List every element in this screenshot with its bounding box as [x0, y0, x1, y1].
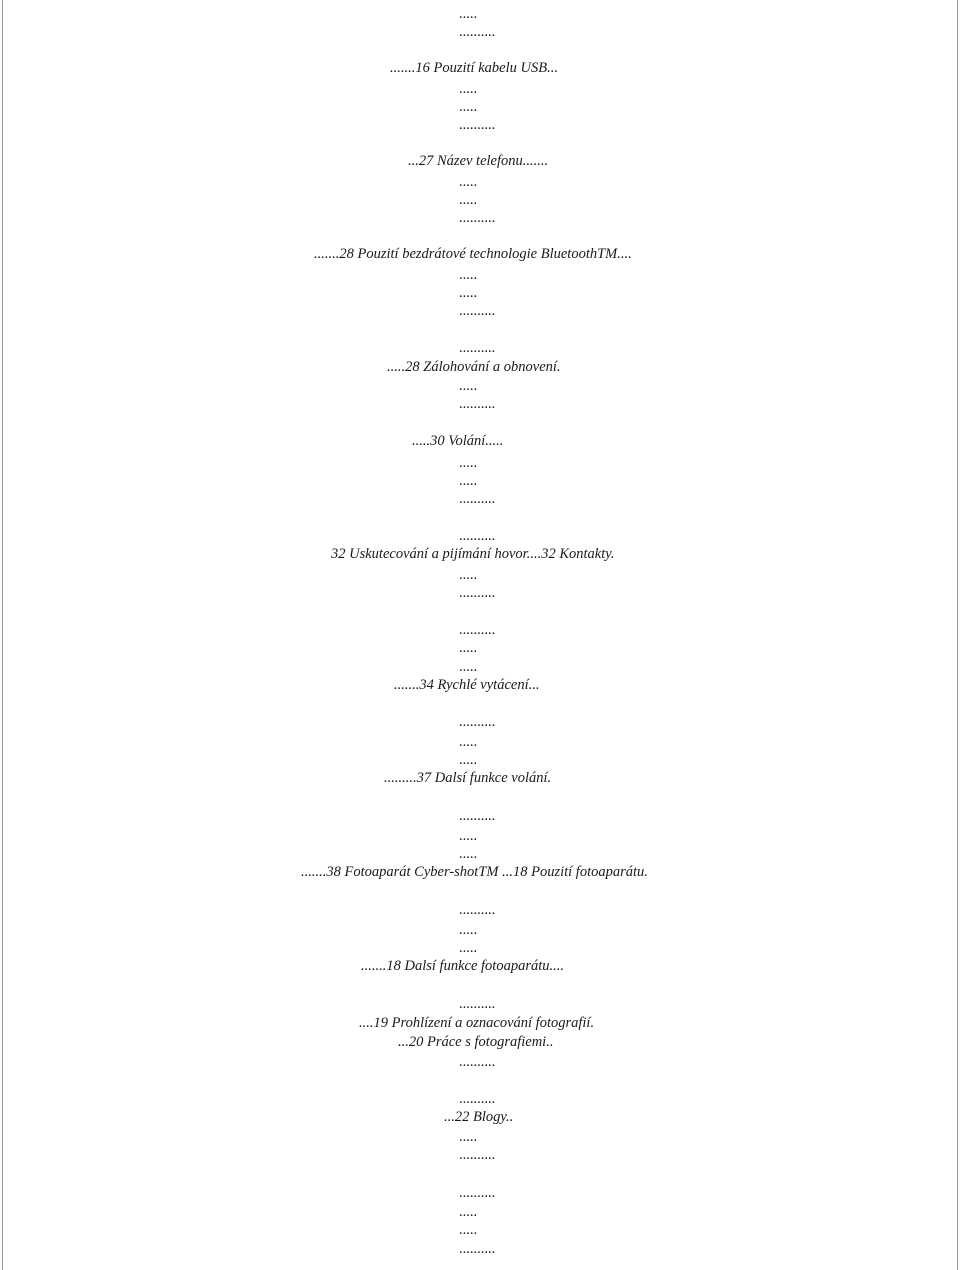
toc-leader: ..... [459, 1129, 478, 1145]
toc-leader: ..... [459, 940, 478, 956]
toc-leader: .......... [459, 1241, 496, 1257]
toc-leader: ..... [459, 1204, 478, 1220]
toc-leader: ..... [459, 640, 478, 656]
toc-leader: .......... [459, 210, 496, 226]
toc-leader: .......... [459, 1185, 496, 1201]
toc-entry-calls[interactable]: .....30 Volání..... [412, 433, 504, 449]
toc-leader: ..... [459, 659, 478, 675]
toc-entry-making-calls-contacts[interactable]: 32 Uskutecování a pijímání hovor....32 Kontakty. [331, 546, 615, 562]
toc-leader: ..... [459, 99, 478, 115]
toc-leader: ..... [459, 6, 478, 22]
toc-leader: ..... [459, 455, 478, 471]
toc-entry-view-photos[interactable]: ....19 Prohlízení a oznacování fotografií. [359, 1015, 595, 1031]
toc-entry-speed-dial[interactable]: .......34 Rychlé vytácení... [394, 677, 540, 693]
toc-leader: .......... [459, 808, 496, 824]
toc-leader: .......... [459, 996, 496, 1012]
toc-leader: ..... [459, 192, 478, 208]
toc-leader: .......... [459, 1147, 496, 1163]
toc-leader: .......... [459, 714, 496, 730]
toc-entry-bluetooth[interactable]: .......28 Pouzití bezdrátové technologie BluetoothTM.... [314, 246, 632, 262]
toc-leader: ..... [459, 734, 478, 750]
toc-leader: ..... [459, 922, 478, 938]
toc-leader: .......... [459, 491, 496, 507]
toc-entry-backup[interactable]: .....28 Zálohování a obnovení. [387, 359, 561, 375]
toc-entry-camera[interactable]: .......38 Fotoaparát Cyber-shotTM ...18 Pouzití fotoaparátu. [301, 864, 648, 880]
toc-leader: .......... [459, 340, 496, 356]
toc-leader: ..... [459, 378, 478, 394]
toc-entry-camera-functions[interactable]: .......18 Dalsí funkce fotoaparátu.... [361, 958, 564, 974]
toc-leader: ..... [459, 828, 478, 844]
toc-leader: .......... [459, 1054, 496, 1070]
toc-leader: ..... [459, 267, 478, 283]
page-border-left [2, 0, 3, 1270]
toc-leader: ..... [459, 473, 478, 489]
toc-leader: .......... [459, 585, 496, 601]
toc-leader: ..... [459, 174, 478, 190]
toc-leader: .......... [459, 396, 496, 412]
toc-leader: .......... [459, 528, 496, 544]
toc-leader: ..... [459, 81, 478, 97]
toc-leader: ..... [459, 752, 478, 768]
toc-leader: ..... [459, 846, 478, 862]
toc-leader: ..... [459, 1222, 478, 1238]
page-border-right [957, 0, 958, 1270]
toc-entry-work-photos[interactable]: ...20 Práce s fotografiemi.. [398, 1034, 554, 1050]
toc-leader: ..... [459, 285, 478, 301]
toc-leader: .......... [459, 24, 496, 40]
toc-leader: .......... [459, 1091, 496, 1107]
toc-entry-usb[interactable]: .......16 Pouzití kabelu USB... [390, 60, 558, 76]
toc-leader: .......... [459, 303, 496, 319]
toc-leader: .......... [459, 622, 496, 638]
toc-entry-blogs[interactable]: ...22 Blogy.. [444, 1109, 514, 1125]
toc-entry-call-functions[interactable]: .........37 Dalsí funkce volání. [384, 770, 552, 786]
toc-entry-phone-name[interactable]: ...27 Název telefonu....... [408, 153, 549, 169]
toc-leader: ..... [459, 567, 478, 583]
toc-leader: .......... [459, 117, 496, 133]
toc-leader: .......... [459, 902, 496, 918]
